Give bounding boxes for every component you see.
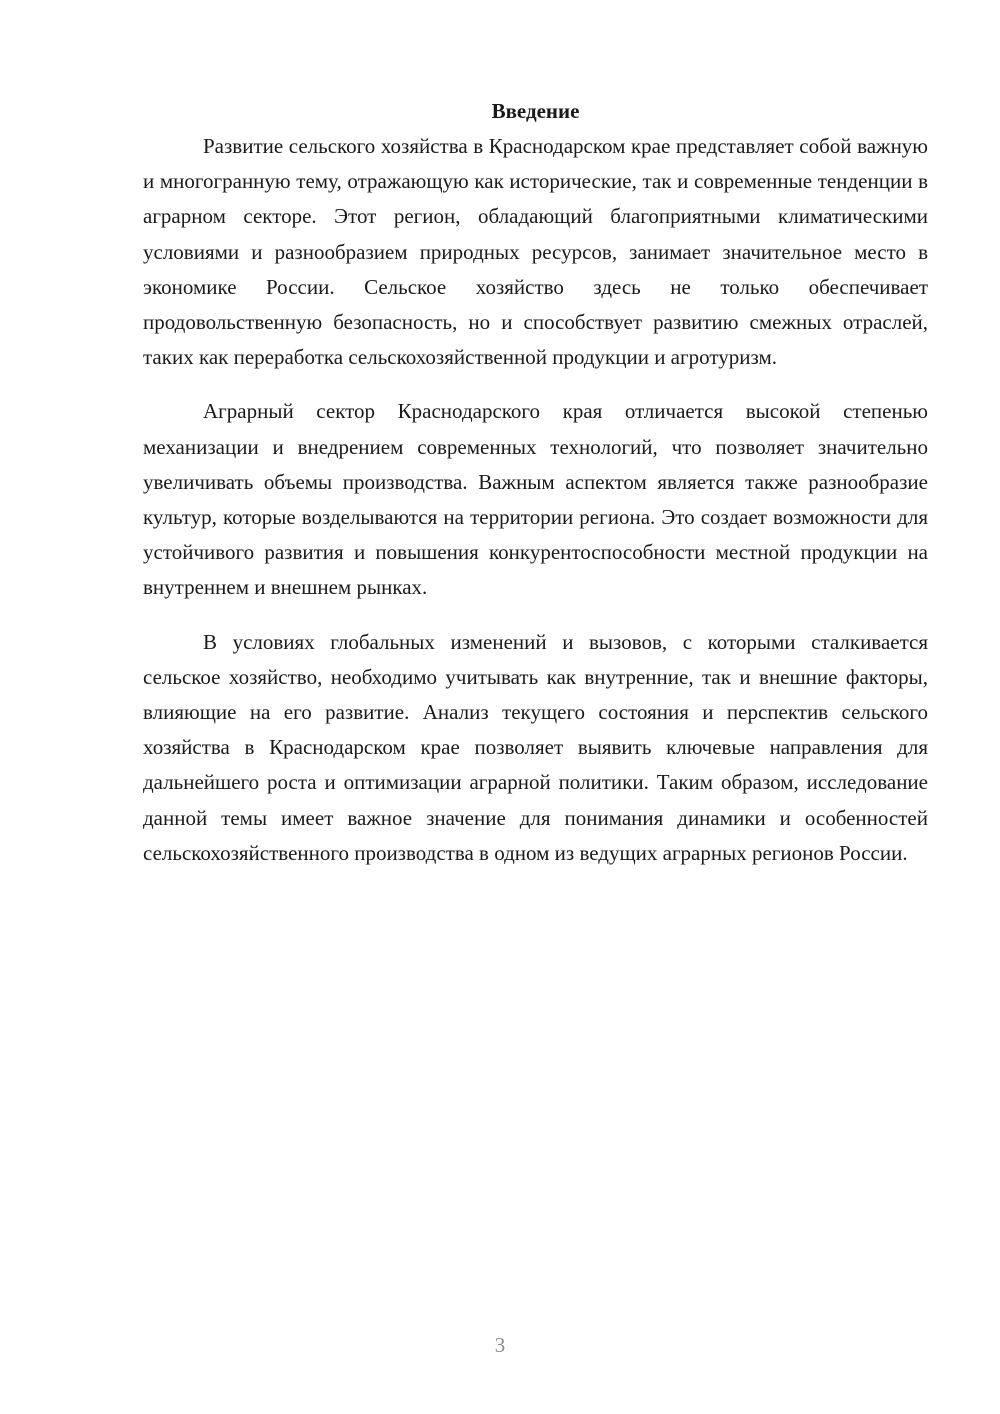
paragraph-2: Аграрный сектор Краснодарского края отличается высокой степенью механизации и внедрением современных технологий, что позволяет значительно увеличивать объемы производства. Важным аспектом является также разнообразие культур, которые возделываются на территории региона. Это создает возможности для устойчивого развития и повышения конкурентоспособности местной продукции на внутреннем и внешнем рынках. [143, 399, 928, 600]
section-title: Введение [491, 99, 580, 123]
page-number: 3 [494, 1333, 506, 1357]
page-content [143, 94, 928, 890]
paragraph-1: Развитие сельского хозяйства в Краснодарском крае представляет собой важную и многогранную тему, отражающую как исторические, так и современные тенденции в аграрном секторе. Этот регион, обладающий благоприятными климатическими условиями и разнообразием природных ресурсов, занимает значительное место в экономике России. Сельское хозяйство здесь не только обеспечивает продовольственную безопасность, но и способствует развитию смежных отраслей, таких как переработка сельскохозяйственной продукции и агротуризм. [143, 134, 928, 370]
paragraph-3: В условиях глобальных изменений и вызовов, с которыми сталкивается сельское хозяйство, необходимо учитывать как внутренние, так и внешние факторы, влияющие на его развитие. Анализ текущего состояния и перспектив сельского хозяйства в Краснодарском крае позволяет выявить ключевые направления для дальнейшего роста и оптимизации аграрной политики. Таким образом, исследование данной темы имеет важное значение для понимания динамики и особенностей сельскохозяйственного производства в одном из ведущих аграрных регионов России. [143, 629, 928, 865]
